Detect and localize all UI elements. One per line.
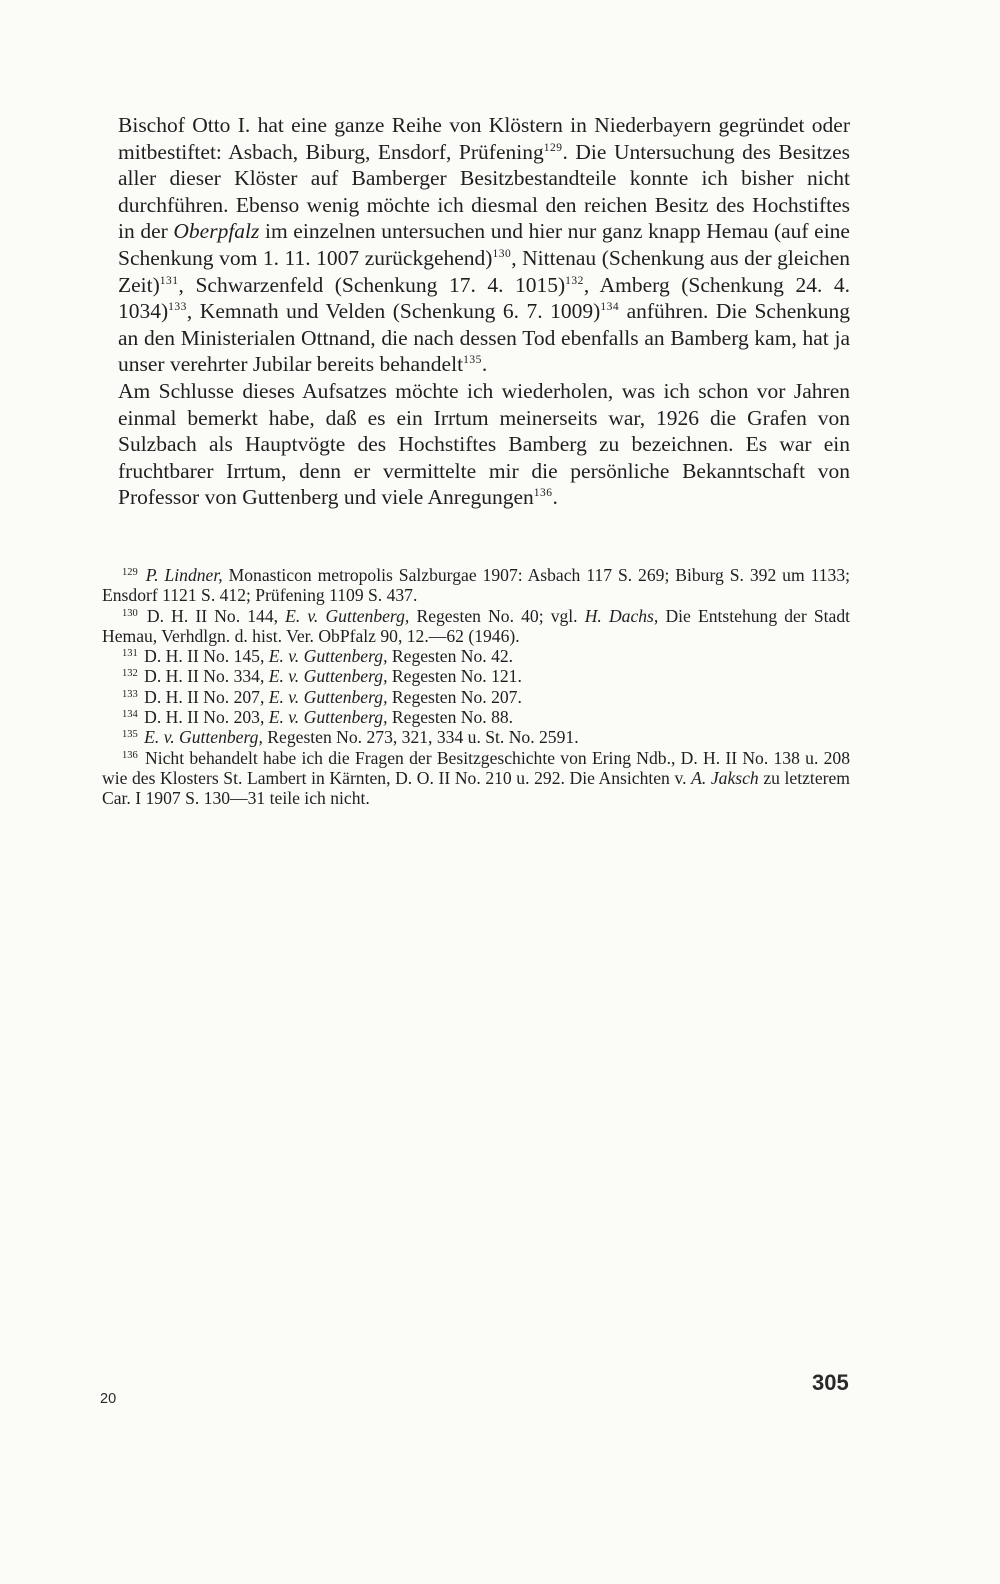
main-text [118, 112, 850, 511]
footnote-text: D. H. II No. 145, [144, 646, 269, 667]
footnote-text: Regesten No. 88. [387, 707, 514, 728]
footnote-text: D. H. II No. 203, [144, 707, 269, 728]
footnote-134: 134 D. H. II No. 203, E. v. Guttenberg, Regesten No. 88. [122, 707, 514, 728]
footnote-129: 129 P. Lindner, Monasticon metropolis Salzburgae 1907: Asbach 117 S. 269; Biburg S. 392 um 1133; Ensdorf 1121 S. 412; Prüfening 1109 S. 437. [102, 565, 850, 606]
footnote-ref-134[interactable]: 134 [600, 301, 620, 314]
footnote-author: E. v. Guttenberg, [268, 686, 388, 707]
footnote-text: D. H. II No. 334, [144, 666, 269, 687]
footnote-text: Regesten No. 121. [387, 666, 522, 687]
text-run: , Amberg (Schenkung 24. 4. 1034) [118, 272, 850, 324]
text-run: im einzelnen untersuchen und hier nur ganz knapp Hemau (auf eine Schenkung vom 1. 11. 1007 zurückgehend) [118, 219, 850, 270]
footnote-author: P. Lindner, [145, 565, 223, 585]
footnote-ref-133[interactable]: 133 [168, 301, 187, 314]
footnote-ref-130[interactable]: 130 [492, 247, 512, 260]
text-run: , Schwarzenfeld (Schenkung 17. 4. 1015) [178, 272, 566, 297]
footnote-author: E. v. Guttenberg, [268, 646, 388, 667]
text-run: , Kemnath und Velden (Schenkung 6. 7. 1009) [186, 299, 601, 324]
footnote-text: Die Entstehung der Stadt Hemau, Verhdlgn. d. hist. Ver. ObPfalz 90, 12.—62 (1946). [102, 605, 851, 646]
footnote-ref-131[interactable]: 131 [159, 274, 179, 287]
footnote-text: D. H. II No. 144, [146, 605, 286, 626]
footnote-text: Monasticon metropolis Salzburgae 1907: Asbach 117 S. 269; Biburg S. 392 um 1133; Ensdorf 1121 S. 412; Prüfening 1109 S. 437. [102, 565, 850, 606]
footnotes [102, 565, 850, 809]
footnote-author: E. v. Guttenberg, [144, 727, 263, 748]
footnote-author: E. v. Guttenberg, [268, 666, 388, 687]
signature-mark: 20 [100, 1391, 117, 1407]
footnote-author: E. v. Guttenberg, [285, 605, 410, 626]
footnote-135: 135 E. v. Guttenberg, Regesten No. 273, 321, 334 u. St. No. 2591. [122, 727, 579, 748]
paragraph-1 [118, 112, 850, 378]
footnote-text: Regesten No. 273, 321, 334 u. St. No. 2591. [262, 727, 579, 748]
footnote-text: zu letzterem Car. I 1907 S. 130—31 teile ich nicht. [102, 767, 850, 809]
text-run: . Die Untersuchung des Besitzes aller dieser Klöster auf Bamberger Besitzbestandteile konnte ich bisher nicht durchführen. Ebenso wenig möchte ich diesmal den reichen Besitz des Hochstiftes in der [118, 139, 851, 244]
footnote-ref-129[interactable]: 129 [543, 141, 563, 154]
footnote-text: Regesten No. 42. [387, 646, 514, 667]
footnote-text: Regesten No. 40; vgl. [409, 605, 585, 626]
footnote-text: Regesten No. 207. [387, 686, 522, 707]
footnote-author: H. Dachs, [584, 605, 659, 626]
footnote-ref-135[interactable]: 135 [463, 354, 482, 367]
page-number: 305 [812, 1370, 849, 1395]
footnote-ref-132[interactable]: 132 [565, 274, 584, 287]
paragraph-2 [118, 378, 850, 511]
footnote-author: A. Jaksch [691, 767, 759, 788]
text-run: Bischof Otto I. hat eine ganze Reihe von Klöstern in Niederbayern gegründet oder mitbestiftet: Asbach, Biburg, Ensdorf, Prüfening [118, 113, 850, 164]
footnote-136: 136 Nicht behandelt habe ich die Fragen der Besitzgeschichte von Ering Ndb., D. H. II No. 138 u. 208 wie des Klosters St. Lambert in Kärnten, D. O. II No. 210 u. 292. Die Ansichten v. A. Jaksch zu letzterem Car. I 1907 S. 130—31 teile ich nicht. [102, 747, 850, 809]
text-run: . [481, 352, 488, 377]
footnote-ref-136[interactable]: 136 [533, 487, 553, 500]
footnote-130: 130 D. H. II No. 144, E. v. Guttenberg, Regesten No. 40; vgl. H. Dachs, Die Entstehung der Stadt Hemau, Verhdlgn. d. hist. Ver. ObPfalz 90, 12.—62 (1946). [102, 605, 851, 646]
text-run: . [552, 485, 558, 510]
footnote-text: Nicht behandelt habe ich die Fragen der Besitzgeschichte von Ering Ndb., D. H. II No. 138 u. 208 wie des Klosters St. Lambert in Kärnten, D. O. II No. 210 u. 292. Die Ansichten v. [102, 747, 850, 788]
footnote-text: D. H. II No. 207, [144, 686, 269, 707]
footnote-author: E. v. Guttenberg, [268, 707, 388, 728]
text-run: Am Schlusse dieses Aufsatzes möchte ich wiederholen, was ich schon vor Jahren einmal bemerkt habe, daß es ein Irrtum meinerseits war, 1926 die Grafen von Sulzbach als Hauptvögte des Hochstiftes Bamberg zu bezeichnen. Es war ein fruchtbarer Irrtum, denn er vermittelte mir die persönliche Bekanntschaft von Professor von Guttenberg und viele Anregungen [118, 378, 850, 510]
text-run: , Nittenau (Schenkung aus der gleichen Zeit) [118, 245, 850, 297]
emphasis-oberpfalz: Oberpfalz [173, 219, 260, 244]
footnote-131: 131 D. H. II No. 145, E. v. Guttenberg, Regesten No. 42. [122, 646, 514, 667]
footnote-133: 133 D. H. II No. 207, E. v. Guttenberg, Regesten No. 207. [122, 686, 522, 707]
text-run: anführen. Die Schenkung an den Ministerialen Ottnand, die nach dessen Tod ebenfalls an Bamberg kam, hat ja unser verehrter Jubilar bereits behandelt [118, 299, 850, 377]
footnote-132: 132 D. H. II No. 334, E. v. Guttenberg, Regesten No. 121. [122, 666, 522, 687]
